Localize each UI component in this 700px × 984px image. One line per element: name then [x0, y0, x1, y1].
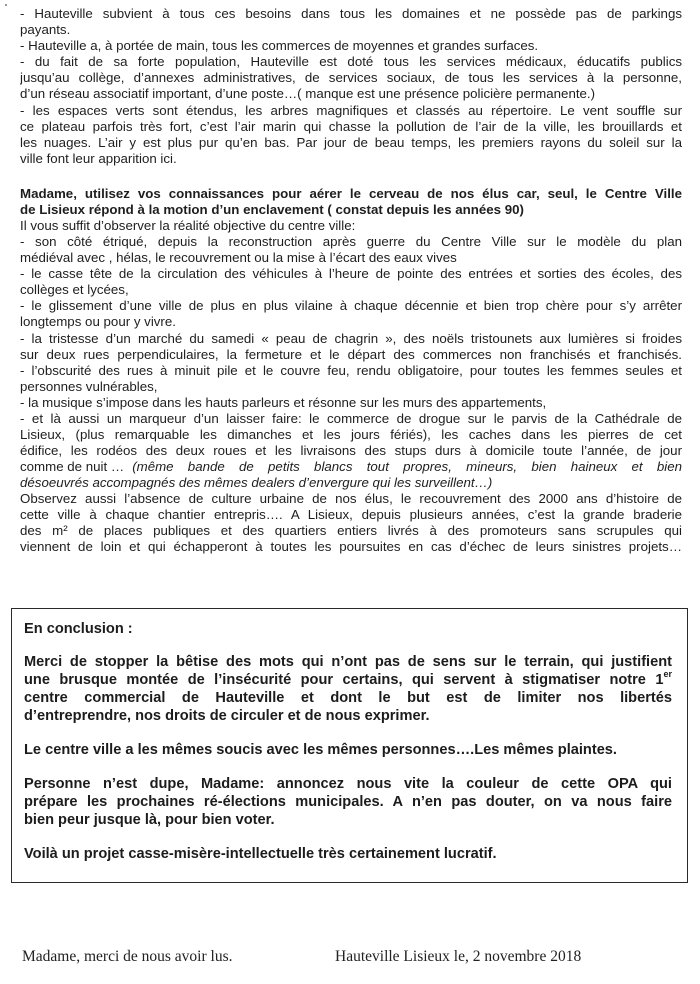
body-line: Observez aussi l’absence de culture urbaine de nos élus, le recouvrement des 2000 ans d’histoire de	[20, 491, 682, 506]
ordinal-superscript: er	[663, 669, 672, 679]
body-line: cette ville à chaque chantier entrepris…. A Lisieux, depuis plusieurs années, c’est la grande braderie	[20, 507, 682, 522]
body-line: - la musique s’impose dans les hauts parleurs et résonne sur les murs des appartements,	[20, 395, 547, 410]
conclusion-line: bien peur jusque là, pour bien voter.	[24, 812, 275, 828]
body-line: - la tristesse d’un marché du samedi « peau de chagrin », des noëls tristounets aux lumières si froides	[20, 331, 682, 346]
body-line: des m² de places publiques et des quartiers entiers livrés à des promoteurs sans scrupules qui	[20, 523, 682, 538]
body-line: édifice, les rodéos des deux roues et les livraisons des stups durs à domicile toute l’année, de jour	[20, 443, 682, 458]
conclusion-paragraph: Voilà un projet casse-misère-intellectuelle très certainement lucratif.	[24, 846, 497, 862]
conclusion-box	[11, 608, 688, 883]
body-line: - Hauteville a, à portée de main, tous les commerces de moyennes et grandes surfaces.	[20, 38, 539, 53]
body-line: - Hauteville subvient à tous ces besoins dans tous les domaines et ne possède pas de parkings	[20, 6, 682, 21]
body-line: Lisieux, (plus remarquable les dimanches et les jours fériés), les caches dans les pierres de cet	[20, 427, 682, 442]
body-line: sur deux rues perpendiculaires, la fermeture et le départ des commerces non franchisés et franchisés.	[20, 347, 682, 362]
body-line: jusqu’au collège, d’annexes administratives, de services sociaux, de tous les services à la personne,	[20, 70, 682, 85]
conclusion-line-sup	[24, 671, 672, 689]
conclusion-text-segment: une brusque montée de l’insécurité pour certains, qui servent à stigmatiser notre 1	[24, 672, 664, 688]
conclusion-line: prépare les prochaines ré-élections municipales. A n’en pas douter, on va nous faire	[24, 794, 672, 810]
body-line: collèges et lycées,	[20, 282, 129, 297]
conclusion-line: centre commercial de Hauteville et dont le but est de limiter nos libertés	[24, 690, 672, 706]
body-line: ville font leur apparition ici.	[20, 151, 177, 166]
bold-heading-line: Madame, utilisez vos connaissances pour aérer le cerveau de nos élus car, seul, le Centre Ville	[20, 186, 682, 201]
body-text-segment: comme de nuit …	[20, 459, 125, 474]
body-line: - l’obscurité des rues à minuit pile et le couvre feu, rendu obligatoire, pour toutes les femmes seules et	[20, 363, 682, 378]
body-line: - le casse tête de la circulation des véhicules à l’heure de pointe des entrées et sorties des écoles, des	[20, 266, 682, 281]
conclusion-line: d’entreprendre, nos droits de circuler et de nous exprimer.	[24, 708, 430, 724]
body-line-mixed	[20, 459, 682, 475]
conclusion-line: Personne n’est dupe, Madame: annoncez nous vite la couleur de cette OPA qui	[24, 776, 672, 792]
body-line: - son côté étriqué, depuis la reconstruction après guerre du Centre Ville sur le modèle du plan	[20, 234, 682, 249]
italic-aside: (même bande de petits blancs tout propres, mineurs, bien haineux et bien	[132, 459, 682, 474]
body-line: d’un réseau associatif important, d’une poste…( manque est une présence policière permanente.)	[20, 86, 596, 101]
body-line: - et là aussi un marqueur d’un laisser faire: le commerce de drogue sur le parvis de la Cathédrale de	[20, 411, 682, 426]
italic-aside: désoeuvrés accompagnés des mêmes dealers d’envergure qui les surveillent…)	[20, 475, 493, 490]
body-line: - les espaces verts sont étendus, les arbres magnifiques et classés au répertoire. Le vent souffle sur	[20, 103, 682, 118]
scan-speck	[5, 4, 7, 6]
body-line: personnes vulnérables,	[20, 379, 158, 394]
place-and-date: Hauteville Lisieux le, 2 novembre 2018	[335, 948, 582, 965]
body-line: ce plateau parfois très fort, c’est l’air marin qui chasse la pollution de l’air de la ville, les brouillards et	[20, 119, 682, 134]
body-line: payants.	[20, 22, 71, 37]
conclusion-paragraph: Le centre ville a les mêmes soucis avec les mêmes personnes….Les mêmes plaintes.	[24, 742, 617, 758]
body-line: Il vous suffit d’observer la réalité objective du centre ville:	[20, 218, 356, 233]
conclusion-heading: En conclusion :	[24, 621, 133, 637]
conclusion-line: Merci de stopper la bêtise des mots qui n’ont pas de sens sur le terrain, qui justifient	[24, 654, 672, 670]
body-line: viennent de loin et qui échapperont à toutes les poursuites en cas d’échec de leurs sinistres projets…	[20, 539, 682, 554]
body-line: longtemps ou pour y vivre.	[20, 314, 176, 329]
body-line: - du fait de sa forte population, Hauteville est doté tous les services médicaux, éducatifs publics	[20, 54, 682, 69]
closing-salutation: Madame, merci de nous avoir lus.	[22, 948, 233, 965]
body-line: - le glissement d’une ville de plus en plus vilaine à chaque décennie et bien trop chère pour s’y arrêter	[20, 298, 682, 313]
body-line: les nuages. L’air y est plus pur qu’en bas. Par jour de beau temps, les premiers rayons du soleil sur la	[20, 135, 682, 150]
bold-heading-line: de Lisieux répond à la motion d’un enclavement ( constat depuis les années 90)	[20, 202, 524, 217]
body-line: médiéval avec , hélas, le recouvrement ou la mise à l’écart des eaux vives	[20, 250, 457, 265]
